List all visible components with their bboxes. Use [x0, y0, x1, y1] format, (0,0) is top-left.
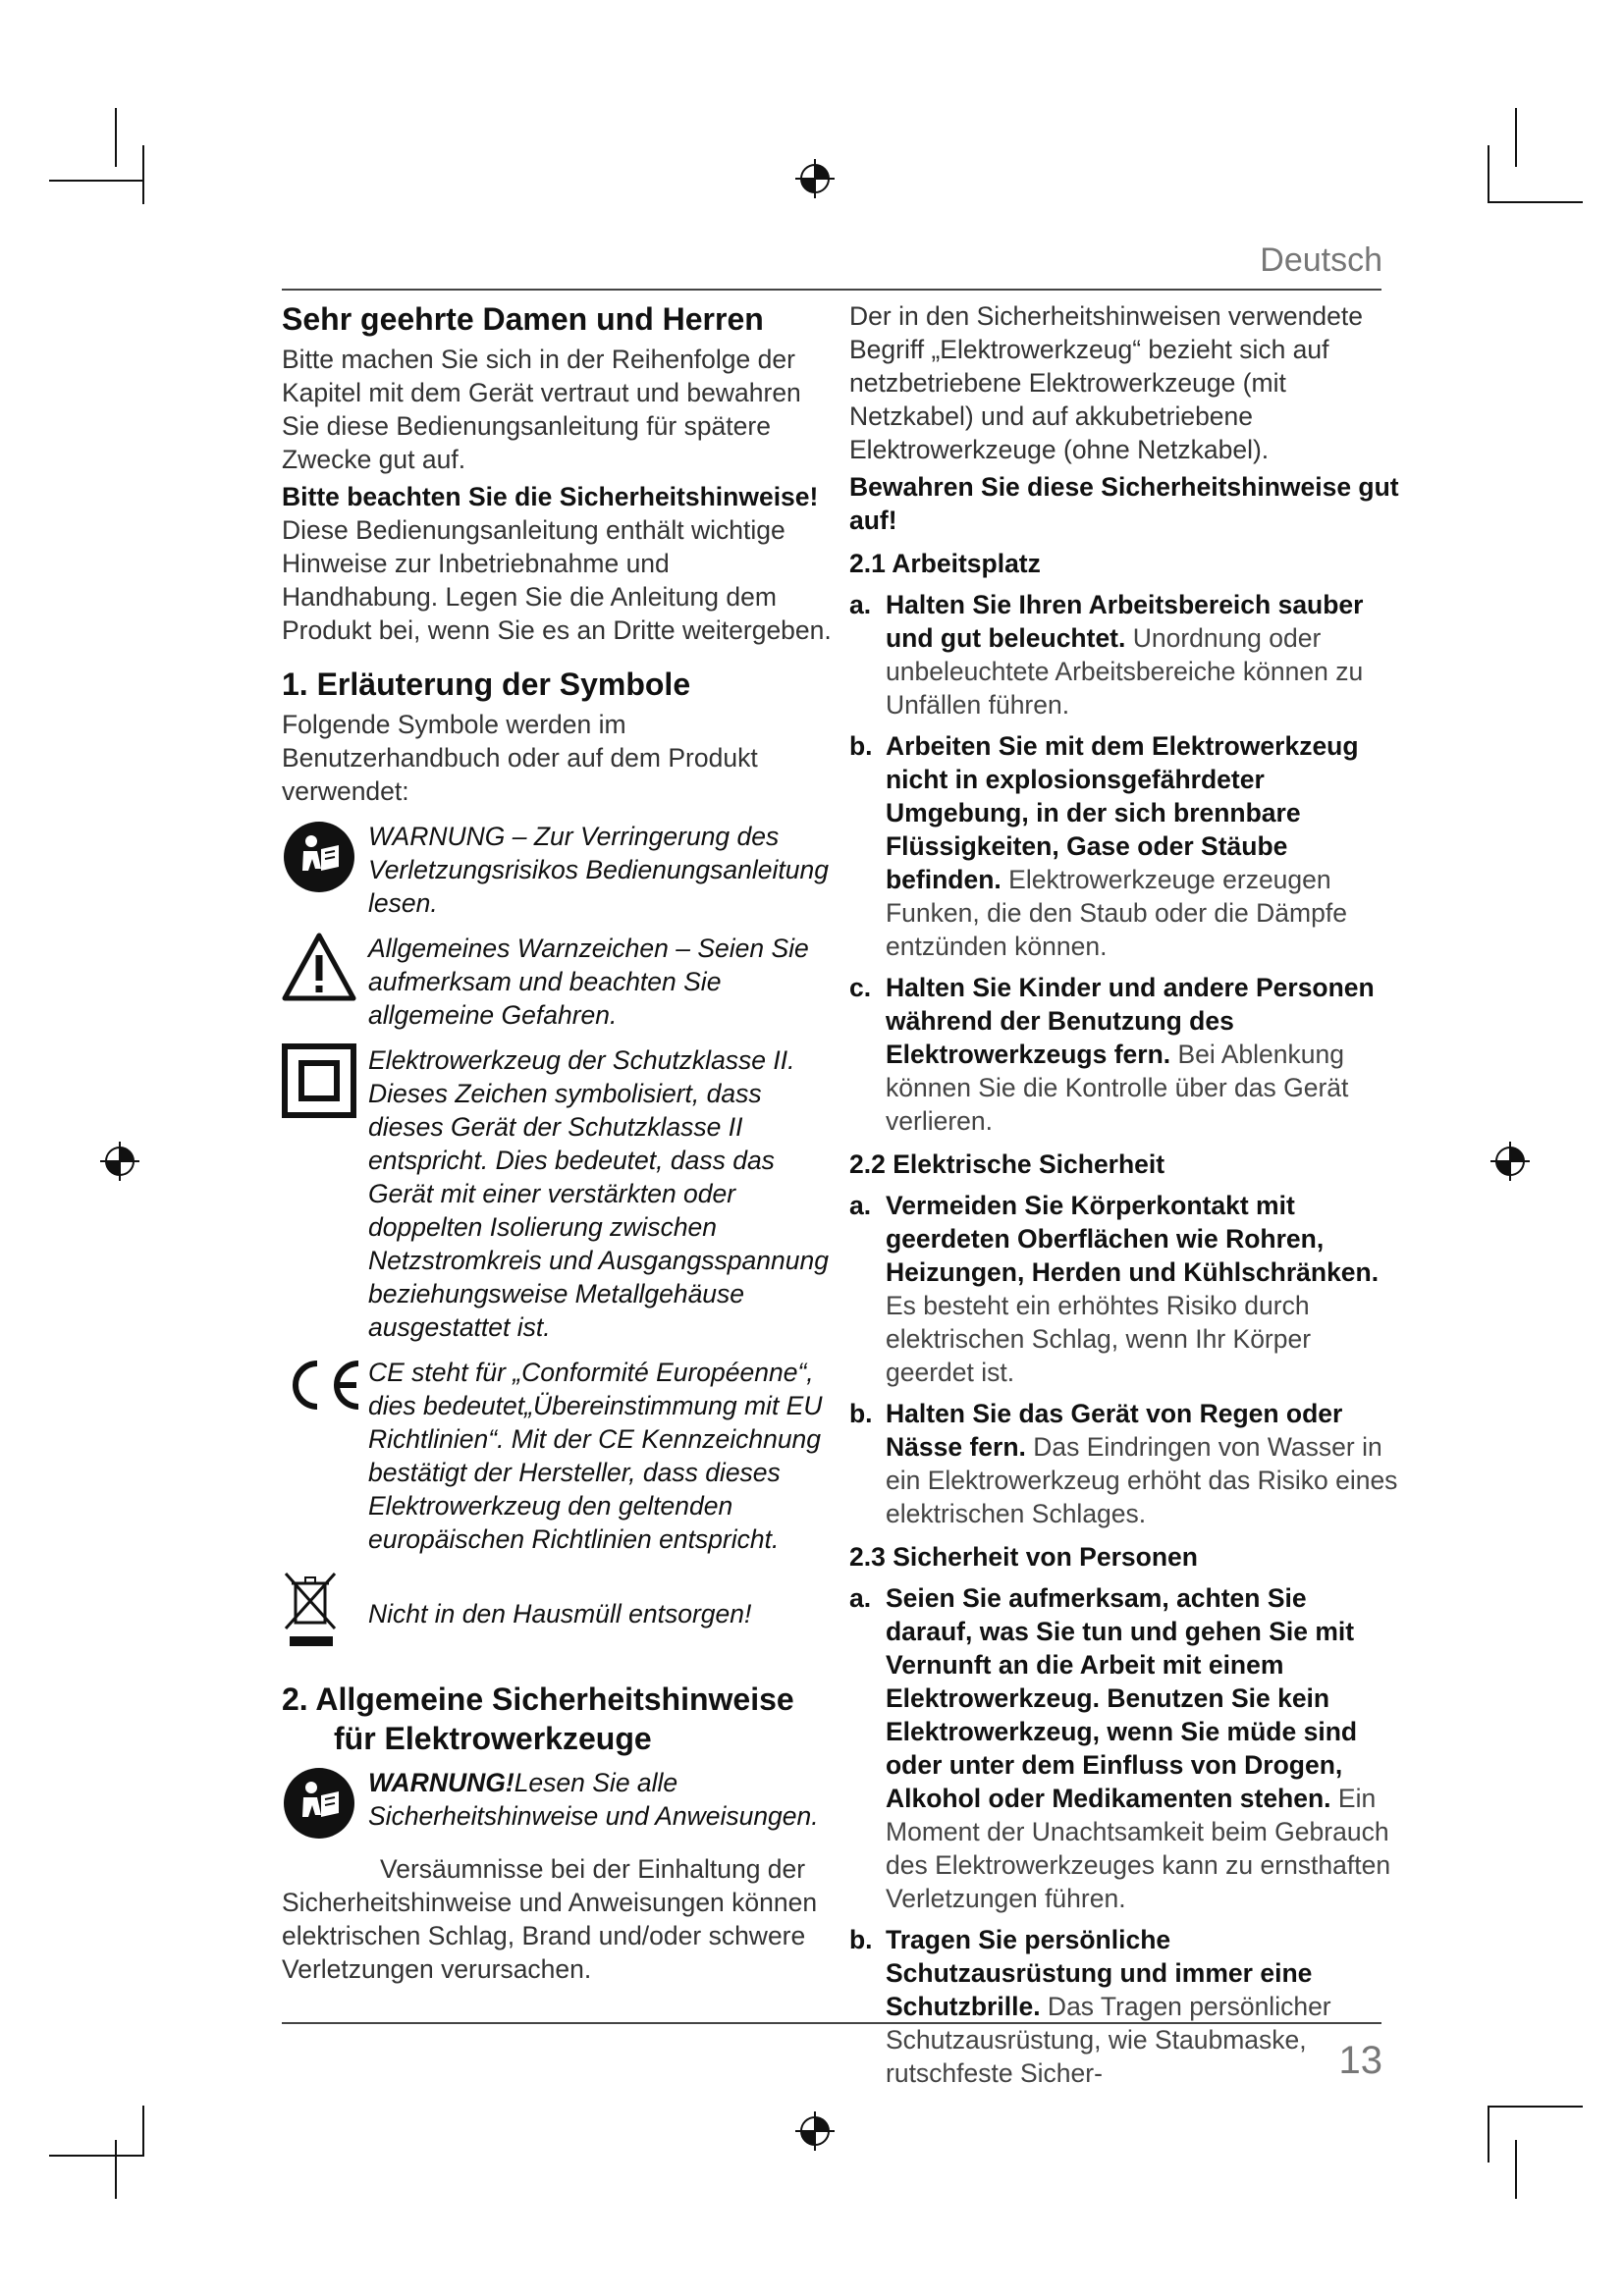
- header-rule: [282, 289, 1381, 291]
- symbol-entry: [282, 1356, 832, 1556]
- item-bold: Halten Sie Ihren Arbeitsbereich sauber und gut beleuchtet.: [886, 590, 1364, 653]
- read-manual-icon: [282, 820, 356, 894]
- symbol-entry: [282, 932, 832, 1032]
- item-label: a.: [849, 1191, 872, 1220]
- section-heading: 2.3 Sicherheit von Personen: [849, 1542, 1198, 1572]
- item-bold: Halten Sie das Gerät von Regen oder Nässe fern.: [886, 1399, 1343, 1462]
- symbol-entry: [282, 1568, 832, 1658]
- symbol-text: CE steht für „Conformité Européenne“, dies bedeutet„Übereinstimmung mit EU Richtlinien“. Mit der CE Kennzeichnung bestätigt der Hersteller, dass dieses Elektrowerkzeug den geltenden europäischen Richtlinien entspricht.: [368, 1358, 823, 1554]
- crossed-bin-icon: [282, 1568, 341, 1650]
- page-number: 13: [1338, 2039, 1382, 2082]
- greeting-title: Sehr geehrte Damen und Herren: [282, 301, 764, 337]
- list-item: [849, 729, 1399, 963]
- item-text: Es besteht ein erhöhtes Risiko durch elektrischen Schlag, wenn Ihr Körper geerdet ist.: [886, 1291, 1312, 1387]
- registration-mark-icon: [1490, 1142, 1530, 1181]
- read-manual-icon: [282, 1766, 356, 1841]
- left-column: [282, 299, 832, 1986]
- item-bold: Arbeiten Sie mit dem Elektrowerkzeug nicht in explosionsgefährdeter Umgebung, in der sich brennbare Flüssigkeiten, Gase oder Stäube befinden.: [886, 731, 1359, 894]
- list-item: [849, 1923, 1399, 2090]
- warning-bold: WARNUNG!: [368, 1768, 514, 1797]
- section1-intro: Folgende Symbole werden im Benutzerhandbuch oder auf dem Produkt verwendet:: [282, 710, 758, 806]
- list-item: [849, 588, 1399, 721]
- ce-mark-icon: [282, 1356, 364, 1415]
- registration-mark-icon: [795, 159, 835, 198]
- item-bold: Halten Sie Kinder und andere Personen während der Benutzung des Elektrowerkzeugs fern.: [886, 973, 1375, 1069]
- symbol-text: Allgemeines Warnzeichen – Seien Sie aufmerksam und beachten Sie allgemeine Gefahren.: [368, 934, 809, 1030]
- list-item: [849, 1189, 1399, 1389]
- list-item: [849, 1397, 1399, 1530]
- warning-italic: Lesen Sie alle Sicherheitshinweise und Anweisungen.: [368, 1768, 819, 1831]
- protection-class-ii-icon: [282, 1043, 356, 1118]
- item-text: Ein Moment der Unachtsamkeit beim Gebrauch des Elektrowerkzeuges kann zu ernsthaften Verletzungen führen.: [886, 1784, 1391, 1913]
- section2-title: 2. Allgemeine Sicherheitshinweise für Elektrowerkzeuge: [282, 1682, 794, 1756]
- item-text: Das Tragen persönlicher Schutzausrüstung, wie Staubmaske, rutschfeste Sicher-: [886, 1992, 1331, 2088]
- symbol-text: Elektrowerkzeug der Schutzklasse II. Dieses Zeichen symbolisiert, dass dieses Gerät der Schutzklasse II entspricht. Dies bedeutet, dass das Gerät mit einer verstärkten oder doppelten Isolierung zwischen Netzstromkreis und Ausgangsspannung beziehungsweise Metallgehäuse ausgestattet ist.: [368, 1045, 829, 1342]
- item-label: a.: [849, 1583, 872, 1613]
- item-bold: Tragen Sie persönliche Schutzausrüstung und immer eine Schutzbrille.: [886, 1925, 1313, 2021]
- item-text: Elektrowerkzeuge erzeugen Funken, die den Staub oder die Dämpfe entzünden können.: [886, 865, 1347, 961]
- symbol-entry: [282, 1043, 832, 1344]
- footer-rule: [282, 2022, 1381, 2024]
- list-item: [849, 1581, 1399, 1915]
- symbol-text: Nicht in den Hausmüll entsorgen!: [368, 1599, 752, 1629]
- registration-mark-icon: [100, 1142, 139, 1181]
- item-label: b.: [849, 1925, 873, 1954]
- item-text: Unordnung oder unbeleuchtete Arbeitsbereiche können zu Unfällen führen.: [886, 623, 1364, 720]
- item-bold: Vermeiden Sie Körperkontakt mit geerdeten Oberflächen wie Rohren, Heizungen, Herden und Kühlschränken.: [886, 1191, 1380, 1287]
- item-label: b.: [849, 731, 873, 761]
- list-item: [849, 971, 1399, 1138]
- registration-mark-icon: [795, 2111, 835, 2151]
- symbol-entry: [282, 820, 832, 920]
- item-label: a.: [849, 590, 872, 619]
- section-heading: 2.2 Elektrische Sicherheit: [849, 1149, 1165, 1179]
- warning-triangle-icon: [282, 932, 356, 1002]
- right-column: [849, 299, 1399, 2090]
- item-label: b.: [849, 1399, 873, 1428]
- warning-entry: [282, 1766, 832, 1848]
- intro-text: Der in den Sicherheitshinweisen verwendete Begriff „Elektrowerkzeug“ bezieht sich auf netzbetriebene Elektrowerkzeuge (mit Netzkabel) und auf akkubetriebene Elektrowerkzeuge (ohne Netzkabel).: [849, 301, 1363, 464]
- notice-title: Bitte beachten Sie die Sicherheitshinweise!: [282, 482, 819, 511]
- greeting-text: Bitte machen Sie sich in der Reihenfolge der Kapitel mit dem Gerät vertraut und bewahren Sie diese Bedienungsanleitung für spätere Zwecke gut auf.: [282, 345, 801, 474]
- section1-title: 1. Erläuterung der Symbole: [282, 667, 691, 702]
- item-text: Das Eindringen von Wasser in ein Elektrowerkzeug erhöht das Risiko eines elektrischen Schlages.: [886, 1432, 1398, 1528]
- language-label: Deutsch: [1260, 241, 1382, 279]
- keep-notice: Bewahren Sie diese Sicherheitshinweise gut auf!: [849, 472, 1399, 535]
- warning-text: Versäumnisse bei der Einhaltung der Sicherheitshinweise und Anweisungen können elektrischen Schlag, Brand und/oder schwere Verletzungen verursachen.: [282, 1854, 818, 1984]
- section-heading: 2.1 Arbeitsplatz: [849, 549, 1041, 578]
- item-text: Bei Ablenkung können Sie die Kontrolle über das Gerät verlieren.: [886, 1040, 1349, 1136]
- item-bold: Seien Sie aufmerksam, achten Sie darauf, was Sie tun und gehen Sie mit Vernunft an die Arbeit mit einem Elektrowerkzeug. Benutzen Sie kein Elektrowerkzeug, wenn Sie müde sind oder unter dem Einfluss von Drogen, Alkohol oder Medikamenten stehen.: [886, 1583, 1358, 1813]
- item-label: c.: [849, 973, 872, 1002]
- notice-text: Diese Bedienungsanleitung enthält wichtige Hinweise zur Inbetriebnahme und Handhabung. Legen Sie die Anleitung dem Produkt bei, wenn Sie es an Dritte weitergeben.: [282, 515, 832, 645]
- symbol-text: WARNUNG – Zur Verringerung des Verletzungsrisikos Bedienungsanleitung lesen.: [368, 822, 829, 918]
